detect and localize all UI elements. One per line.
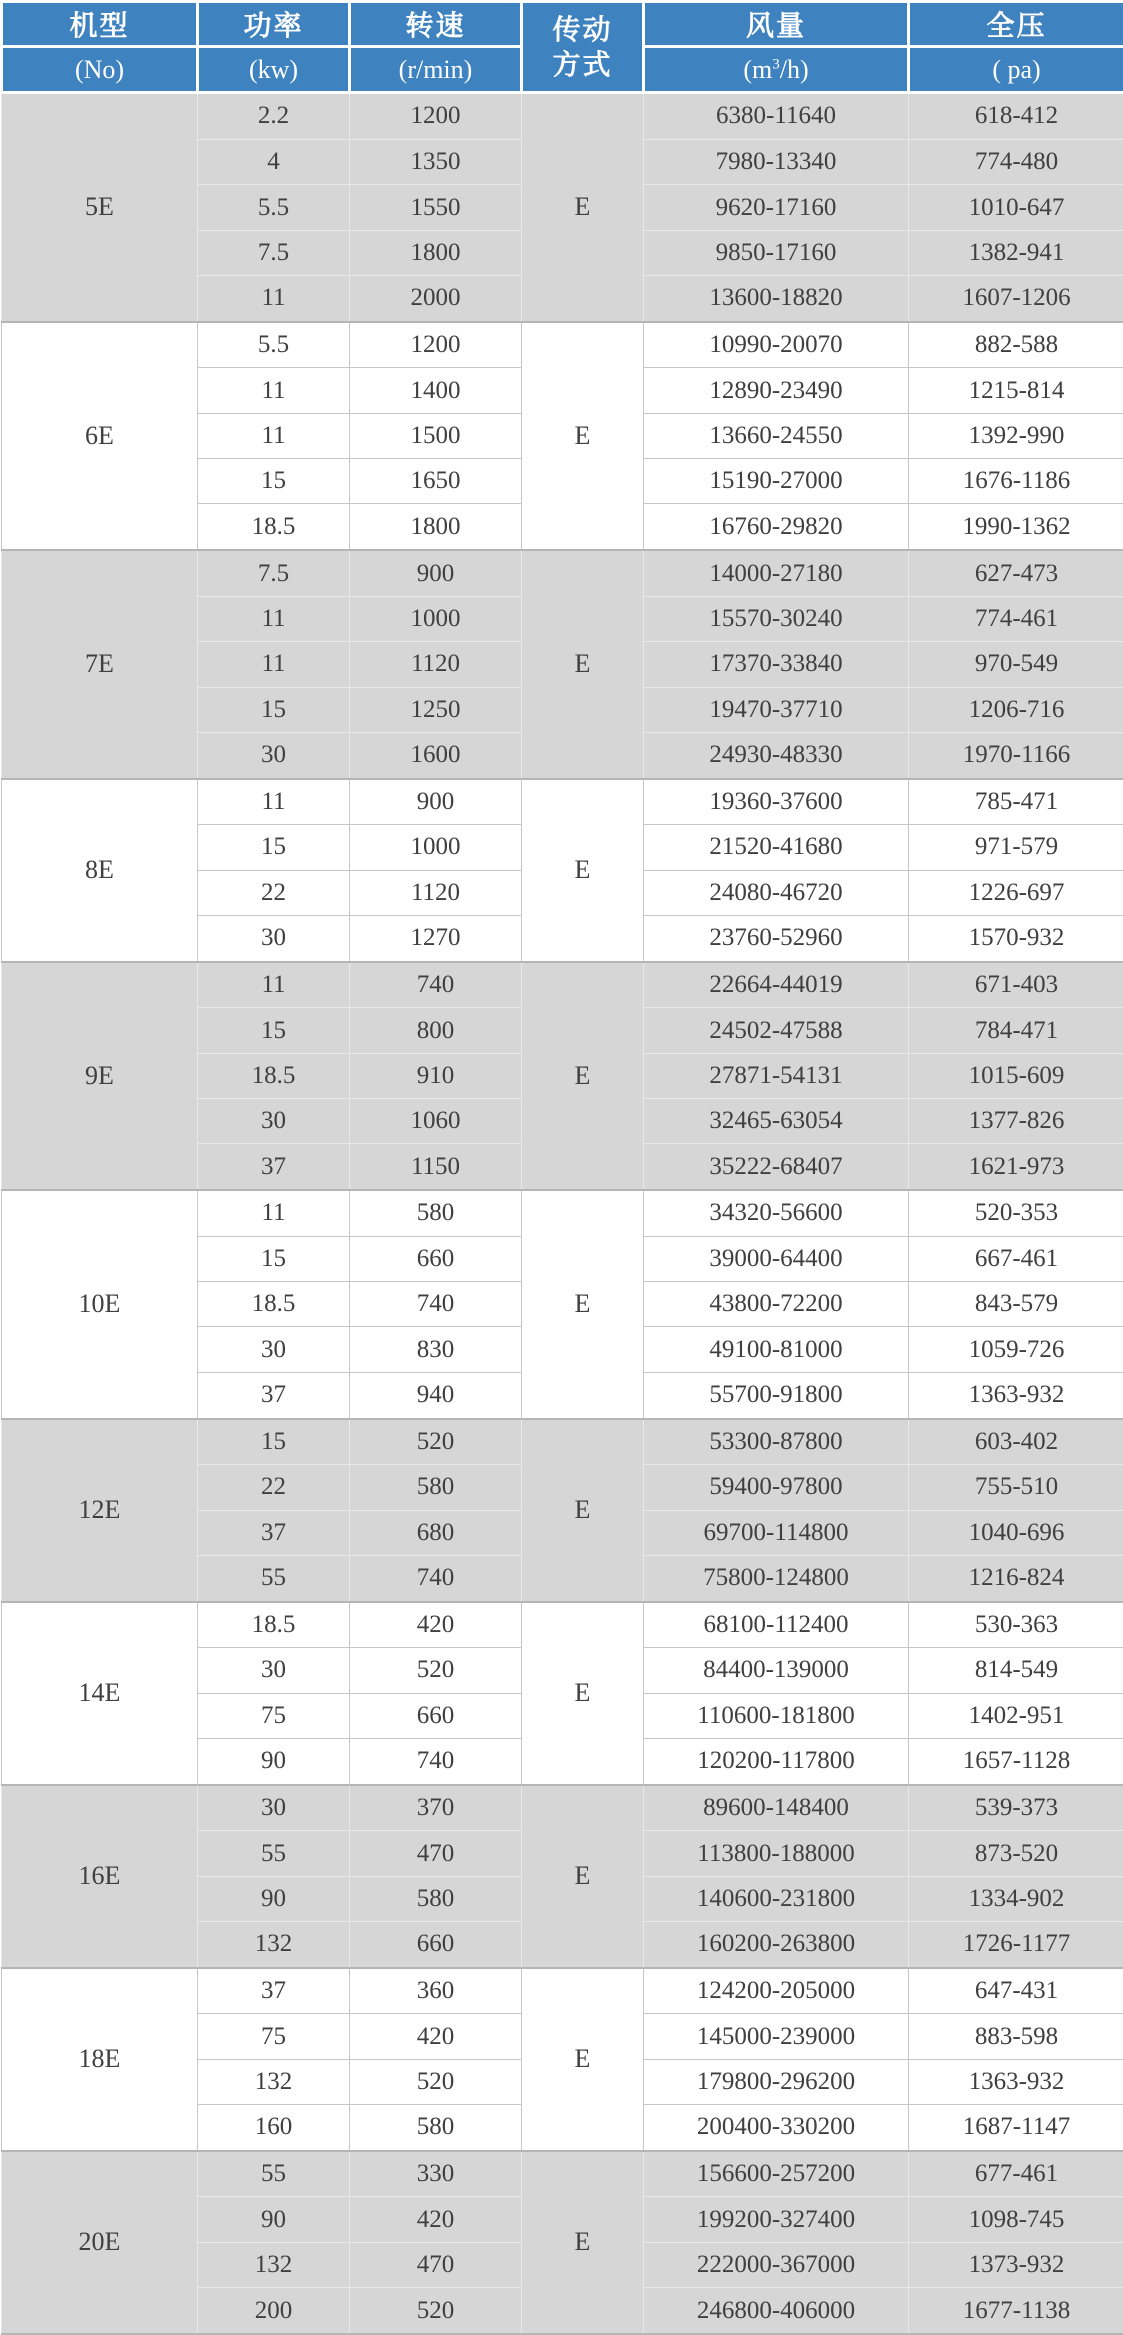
speed-cell: 1060 [350, 1099, 522, 1144]
power-cell: 15 [198, 459, 350, 504]
pressure-cell: 1970-1166 [909, 732, 1123, 778]
header-power-title: 功率 [198, 2, 350, 47]
airflow-cell: 84400-139000 [644, 1648, 909, 1693]
airflow-cell: 43800-72200 [644, 1282, 909, 1327]
speed-cell: 1500 [350, 413, 522, 458]
header-speed-title: 转速 [350, 2, 522, 47]
transmission-cell: E [522, 1785, 644, 1968]
power-cell: 37 [198, 1968, 350, 2014]
speed-cell: 900 [350, 550, 522, 596]
spec-row [2, 1968, 1123, 2014]
pressure-cell: 618-412 [909, 93, 1123, 140]
speed-cell: 830 [350, 1327, 522, 1372]
transmission-cell: E [522, 2151, 644, 2334]
header-model-unit: (No) [2, 47, 198, 93]
transmission-cell: E [522, 962, 644, 1190]
speed-cell: 1000 [350, 825, 522, 870]
pressure-cell: 774-480 [909, 139, 1123, 184]
speed-cell: 2000 [350, 276, 522, 322]
power-cell: 18.5 [198, 504, 350, 550]
speed-cell: 800 [350, 1008, 522, 1053]
pressure-cell: 603-402 [909, 1419, 1123, 1465]
power-cell: 160 [198, 2105, 350, 2151]
pressure-cell: 1040-696 [909, 1510, 1123, 1555]
pressure-cell: 1621-973 [909, 1144, 1123, 1190]
airflow-cell: 22664-44019 [644, 962, 909, 1008]
power-cell: 5.5 [198, 322, 350, 368]
airflow-cell: 200400-330200 [644, 2105, 909, 2151]
power-cell: 15 [198, 825, 350, 870]
power-cell: 11 [198, 779, 350, 825]
speed-cell: 740 [350, 1282, 522, 1327]
pressure-cell: 667-461 [909, 1236, 1123, 1281]
airflow-cell: 7980-13340 [644, 139, 909, 184]
airflow-cell: 53300-87800 [644, 1419, 909, 1465]
pressure-cell: 883-598 [909, 2014, 1123, 2059]
transmission-cell: E [522, 1968, 644, 2151]
speed-cell: 1600 [350, 732, 522, 778]
pressure-cell: 1226-697 [909, 870, 1123, 915]
spec-row [2, 1190, 1123, 1236]
header-pressure-title: 全压 [909, 2, 1123, 47]
speed-cell: 1200 [350, 93, 522, 140]
airflow-cell: 156600-257200 [644, 2151, 909, 2197]
power-cell: 30 [198, 1327, 350, 1372]
power-cell: 18.5 [198, 1053, 350, 1098]
speed-cell: 1550 [350, 185, 522, 230]
power-cell: 37 [198, 1510, 350, 1555]
airflow-cell: 16760-29820 [644, 504, 909, 550]
speed-cell: 470 [350, 2242, 522, 2287]
pressure-cell: 1377-826 [909, 1099, 1123, 1144]
airflow-cell: 23760-52960 [644, 915, 909, 961]
model-cell: 16E [2, 1785, 198, 1968]
pressure-cell: 1726-1177 [909, 1922, 1123, 1968]
speed-cell: 520 [350, 1419, 522, 1465]
pressure-cell: 1334-902 [909, 1876, 1123, 1921]
pressure-cell: 677-461 [909, 2151, 1123, 2197]
power-cell: 90 [198, 1738, 350, 1784]
speed-cell: 330 [350, 2151, 522, 2197]
airflow-cell: 24080-46720 [644, 870, 909, 915]
airflow-cell: 35222-68407 [644, 1144, 909, 1190]
speed-cell: 520 [350, 1648, 522, 1693]
power-cell: 11 [198, 413, 350, 458]
transmission-cell: E [522, 322, 644, 550]
speed-cell: 740 [350, 1738, 522, 1784]
pressure-cell: 1990-1362 [909, 504, 1123, 550]
header-airflow-unit [644, 47, 909, 93]
power-cell: 132 [198, 2059, 350, 2104]
spec-row [2, 1785, 1123, 1831]
spec-row [2, 1419, 1123, 1465]
speed-cell: 1150 [350, 1144, 522, 1190]
speed-cell: 1200 [350, 322, 522, 368]
speed-cell: 360 [350, 1968, 522, 2014]
power-cell: 30 [198, 915, 350, 961]
airflow-cell: 199200-327400 [644, 2197, 909, 2242]
speed-cell: 1800 [350, 230, 522, 275]
model-cell: 12E [2, 1419, 198, 1602]
pressure-cell: 1015-609 [909, 1053, 1123, 1098]
speed-cell: 1120 [350, 870, 522, 915]
pressure-cell: 520-353 [909, 1190, 1123, 1236]
spec-row [2, 322, 1123, 368]
pressure-cell: 1402-951 [909, 1693, 1123, 1738]
power-cell: 15 [198, 687, 350, 732]
pressure-cell: 1676-1186 [909, 459, 1123, 504]
model-group [2, 779, 1123, 962]
power-cell: 22 [198, 1465, 350, 1510]
airflow-cell: 9850-17160 [644, 230, 909, 275]
airflow-cell: 13600-18820 [644, 276, 909, 322]
power-cell: 11 [198, 642, 350, 687]
speed-cell: 680 [350, 1510, 522, 1555]
airflow-cell: 75800-124800 [644, 1555, 909, 1601]
pressure-cell: 1677-1138 [909, 2288, 1123, 2334]
pressure-cell: 971-579 [909, 825, 1123, 870]
pressure-cell: 843-579 [909, 1282, 1123, 1327]
power-cell: 55 [198, 1555, 350, 1601]
header-title-row [2, 2, 1123, 47]
airflow-cell: 69700-114800 [644, 1510, 909, 1555]
power-cell: 18.5 [198, 1602, 350, 1648]
pressure-cell: 755-510 [909, 1465, 1123, 1510]
spec-row [2, 2151, 1123, 2197]
power-cell: 75 [198, 1693, 350, 1738]
speed-cell: 420 [350, 2197, 522, 2242]
power-cell: 132 [198, 1922, 350, 1968]
airflow-cell: 160200-263800 [644, 1922, 909, 1968]
speed-cell: 580 [350, 1190, 522, 1236]
speed-cell: 580 [350, 1876, 522, 1921]
speed-cell: 660 [350, 1236, 522, 1281]
model-group [2, 2151, 1123, 2334]
airflow-cell: 15190-27000 [644, 459, 909, 504]
transmission-cell: E [522, 1419, 644, 1602]
power-cell: 22 [198, 870, 350, 915]
power-cell: 11 [198, 596, 350, 641]
power-cell: 30 [198, 1785, 350, 1831]
header-speed-unit: (r/min) [350, 47, 522, 93]
airflow-cell: 24930-48330 [644, 732, 909, 778]
airflow-cell: 9620-17160 [644, 185, 909, 230]
power-cell: 7.5 [198, 550, 350, 596]
speed-cell: 1350 [350, 139, 522, 184]
model-group [2, 550, 1123, 778]
power-cell: 132 [198, 2242, 350, 2287]
pressure-cell: 873-520 [909, 1831, 1123, 1876]
model-group [2, 1602, 1123, 1785]
power-cell: 15 [198, 1008, 350, 1053]
airflow-cell: 12890-23490 [644, 368, 909, 413]
transmission-cell: E [522, 550, 644, 778]
transmission-line1: 传动 [552, 14, 613, 45]
pressure-cell: 1363-932 [909, 2059, 1123, 2104]
speed-cell: 740 [350, 1555, 522, 1601]
airflow-cell: 24502-47588 [644, 1008, 909, 1053]
pressure-cell: 785-471 [909, 779, 1123, 825]
spec-row [2, 93, 1123, 140]
power-cell: 200 [198, 2288, 350, 2334]
airflow-unit-pre: (m [743, 54, 773, 84]
pressure-cell: 1216-824 [909, 1555, 1123, 1601]
speed-cell: 580 [350, 2105, 522, 2151]
pressure-cell: 814-549 [909, 1648, 1123, 1693]
airflow-cell: 59400-97800 [644, 1465, 909, 1510]
speed-cell: 420 [350, 2014, 522, 2059]
speed-cell: 520 [350, 2288, 522, 2334]
power-cell: 15 [198, 1236, 350, 1281]
airflow-cell: 246800-406000 [644, 2288, 909, 2334]
power-cell: 4 [198, 139, 350, 184]
power-cell: 11 [198, 962, 350, 1008]
model-cell: 9E [2, 962, 198, 1190]
airflow-cell: 124200-205000 [644, 1968, 909, 2014]
spec-row [2, 550, 1123, 596]
pressure-cell: 671-403 [909, 962, 1123, 1008]
airflow-cell: 21520-41680 [644, 825, 909, 870]
airflow-cell: 89600-148400 [644, 1785, 909, 1831]
table-header [2, 2, 1123, 93]
power-cell: 2.2 [198, 93, 350, 140]
power-cell: 30 [198, 732, 350, 778]
model-group [2, 322, 1123, 550]
speed-cell: 470 [350, 1831, 522, 1876]
speed-cell: 1120 [350, 642, 522, 687]
pressure-cell: 539-373 [909, 1785, 1123, 1831]
pressure-cell: 774-461 [909, 596, 1123, 641]
power-cell: 11 [198, 1190, 350, 1236]
model-group [2, 1968, 1123, 2151]
header-model-title: 机型 [2, 2, 198, 47]
power-cell: 30 [198, 1648, 350, 1693]
airflow-cell: 10990-20070 [644, 322, 909, 368]
pressure-cell: 1373-932 [909, 2242, 1123, 2287]
pressure-cell: 647-431 [909, 1968, 1123, 2014]
airflow-cell: 19360-37600 [644, 779, 909, 825]
pressure-cell: 1363-932 [909, 1372, 1123, 1418]
speed-cell: 910 [350, 1053, 522, 1098]
airflow-cell: 19470-37710 [644, 687, 909, 732]
pressure-cell: 627-473 [909, 550, 1123, 596]
model-cell: 8E [2, 779, 198, 962]
airflow-cell: 179800-296200 [644, 2059, 909, 2104]
power-cell: 37 [198, 1372, 350, 1418]
speed-cell: 1800 [350, 504, 522, 550]
model-cell: 7E [2, 550, 198, 778]
airflow-cell: 27871-54131 [644, 1053, 909, 1098]
speed-cell: 370 [350, 1785, 522, 1831]
model-group [2, 962, 1123, 1190]
airflow-cell: 14000-27180 [644, 550, 909, 596]
transmission-cell: E [522, 1602, 644, 1785]
transmission-cell: E [522, 779, 644, 962]
power-cell: 37 [198, 1144, 350, 1190]
airflow-cell: 49100-81000 [644, 1327, 909, 1372]
airflow-cell: 140600-231800 [644, 1876, 909, 1921]
header-transmission-title [522, 2, 644, 93]
pressure-cell: 784-471 [909, 1008, 1123, 1053]
airflow-cell: 6380-11640 [644, 93, 909, 140]
airflow-cell: 32465-63054 [644, 1099, 909, 1144]
power-cell: 75 [198, 2014, 350, 2059]
pressure-cell: 970-549 [909, 642, 1123, 687]
speed-cell: 1400 [350, 368, 522, 413]
speed-cell: 1270 [350, 915, 522, 961]
airflow-cell: 120200-117800 [644, 1738, 909, 1784]
header-airflow-title: 风量 [644, 2, 909, 47]
power-cell: 11 [198, 276, 350, 322]
power-cell: 5.5 [198, 185, 350, 230]
header-power-unit: (kw) [198, 47, 350, 93]
pressure-cell: 1392-990 [909, 413, 1123, 458]
power-cell: 90 [198, 2197, 350, 2242]
model-group [2, 1785, 1123, 1968]
pressure-cell: 1607-1206 [909, 276, 1123, 322]
model-cell: 10E [2, 1190, 198, 1418]
airflow-cell: 39000-64400 [644, 1236, 909, 1281]
pressure-cell: 530-363 [909, 1602, 1123, 1648]
airflow-cell: 17370-33840 [644, 642, 909, 687]
speed-cell: 580 [350, 1465, 522, 1510]
power-cell: 55 [198, 1831, 350, 1876]
speed-cell: 1650 [350, 459, 522, 504]
power-cell: 15 [198, 1419, 350, 1465]
model-group [2, 1190, 1123, 1418]
pressure-cell: 1215-814 [909, 368, 1123, 413]
speed-cell: 1250 [350, 687, 522, 732]
power-cell: 90 [198, 1876, 350, 1921]
airflow-cell: 55700-91800 [644, 1372, 909, 1418]
airflow-cell: 34320-56600 [644, 1190, 909, 1236]
pressure-cell: 1206-716 [909, 687, 1123, 732]
speed-cell: 660 [350, 1693, 522, 1738]
pressure-cell: 1657-1128 [909, 1738, 1123, 1784]
pressure-cell: 882-588 [909, 322, 1123, 368]
pressure-cell: 1382-941 [909, 230, 1123, 275]
header-pressure-unit: ( pa) [909, 47, 1123, 93]
speed-cell: 940 [350, 1372, 522, 1418]
model-cell: 18E [2, 1968, 198, 2151]
speed-cell: 900 [350, 779, 522, 825]
airflow-cell: 222000-367000 [644, 2242, 909, 2287]
model-group [2, 1419, 1123, 1602]
power-cell: 55 [198, 2151, 350, 2197]
pressure-cell: 1059-726 [909, 1327, 1123, 1372]
airflow-cell: 68100-112400 [644, 1602, 909, 1648]
airflow-unit-post: /h) [779, 54, 809, 84]
power-cell: 18.5 [198, 1282, 350, 1327]
spec-row [2, 1602, 1123, 1648]
speed-cell: 520 [350, 2059, 522, 2104]
model-cell: 6E [2, 322, 198, 550]
model-group [2, 93, 1123, 322]
model-cell: 14E [2, 1602, 198, 1785]
pressure-cell: 1687-1147 [909, 2105, 1123, 2151]
speed-cell: 660 [350, 1922, 522, 1968]
transmission-cell: E [522, 1190, 644, 1418]
airflow-unit-sup: 3 [772, 55, 780, 72]
airflow-cell: 15570-30240 [644, 596, 909, 641]
airflow-cell: 13660-24550 [644, 413, 909, 458]
speed-cell: 740 [350, 962, 522, 1008]
airflow-cell: 145000-239000 [644, 2014, 909, 2059]
pressure-cell: 1098-745 [909, 2197, 1123, 2242]
transmission-cell: E [522, 93, 644, 322]
pressure-cell: 1010-647 [909, 185, 1123, 230]
spec-row [2, 962, 1123, 1008]
spec-row [2, 779, 1123, 825]
model-cell: 20E [2, 2151, 198, 2334]
power-cell: 11 [198, 368, 350, 413]
model-cell: 5E [2, 93, 198, 322]
airflow-cell: 110600-181800 [644, 1693, 909, 1738]
transmission-line2: 方式 [552, 49, 613, 80]
power-cell: 30 [198, 1099, 350, 1144]
speed-cell: 1000 [350, 596, 522, 641]
power-cell: 7.5 [198, 230, 350, 275]
pressure-cell: 1570-932 [909, 915, 1123, 961]
airflow-cell: 113800-188000 [644, 1831, 909, 1876]
speed-cell: 420 [350, 1602, 522, 1648]
